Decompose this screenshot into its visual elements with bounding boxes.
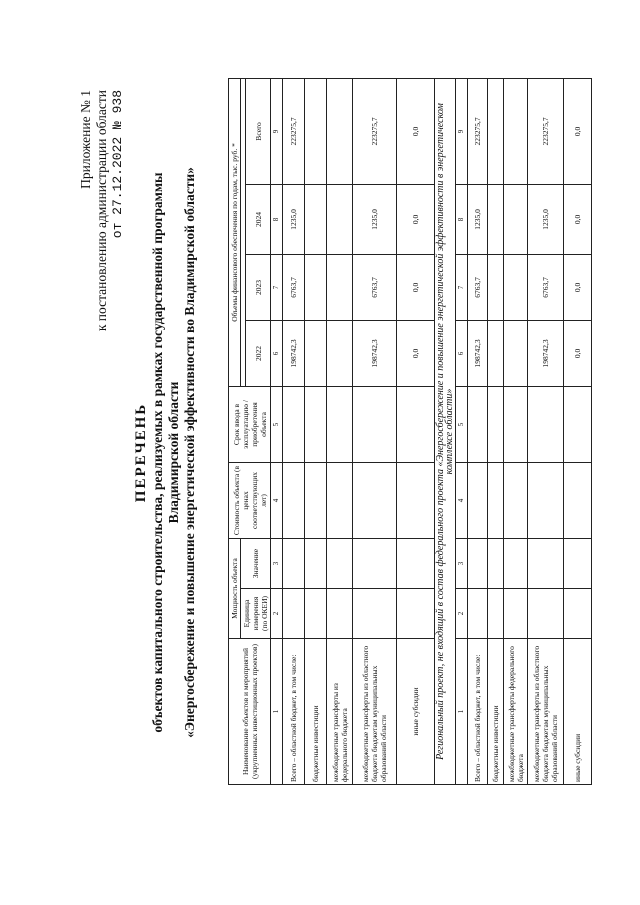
appendix-date: от 27.12.2022 № 938 [110, 90, 125, 239]
col-number: 4 [456, 462, 468, 538]
column-numbers-row [456, 78, 468, 784]
value-2024: 1235,0 [283, 184, 305, 254]
col-number: 3 [456, 538, 468, 588]
table-row [327, 78, 353, 784]
document-title-block [132, 0, 198, 905]
value-2022: 198742,3 [528, 320, 564, 386]
col-number: 1 [271, 639, 283, 785]
value-2023 [327, 254, 353, 320]
table-row [504, 78, 528, 784]
value-2023: 6763,7 [353, 254, 397, 320]
col-number: 7 [456, 254, 468, 320]
value-2024: 1235,0 [468, 184, 488, 254]
header-year-2024: 2024 [246, 184, 271, 254]
value-2023: 0,0 [397, 254, 435, 320]
value-2023 [488, 254, 504, 320]
value-total: 223275,7 [528, 78, 564, 184]
value-2024: 1235,0 [353, 184, 397, 254]
value-2024: 0,0 [564, 184, 592, 254]
header-commissioning: Срок ввода в эксплуатацию / приобретения объекта [229, 386, 271, 462]
value-2022 [488, 320, 504, 386]
header-year-2023: 2023 [246, 254, 271, 320]
value-2022: 198742,3 [468, 320, 488, 386]
row-label: межбюджетные трансферты федерального бюджета [504, 639, 528, 785]
value-total: 0,0 [564, 78, 592, 184]
row-label: иные субсидии [397, 639, 435, 785]
value-2022: 198742,3 [353, 320, 397, 386]
appendix-block [78, 90, 126, 331]
table-row [488, 78, 504, 784]
col-number: 6 [271, 320, 283, 386]
value-2024: 0,0 [397, 184, 435, 254]
title-line-2: Владимирской области [166, 381, 181, 524]
col-number: 3 [271, 538, 283, 588]
row-label: бюджетные инвестиции [305, 639, 327, 785]
value-total: 223275,7 [468, 78, 488, 184]
column-numbers-row [271, 78, 283, 784]
row-label: Всего – областной бюджет, в том числе: [283, 639, 305, 785]
row-label: Всего – областной бюджет, в том числе: [468, 639, 488, 785]
value-total: 223275,7 [283, 78, 305, 184]
table-row [305, 78, 327, 784]
col-number: 8 [456, 184, 468, 254]
row-label: межбюджетные трансферты из федерального бюджета [327, 639, 353, 785]
value-2024 [305, 184, 327, 254]
value-2022 [504, 320, 528, 386]
title-line-3: «Энергосбережение и повышение энергетической эффективности во Владимирской области» [182, 167, 197, 738]
row-label: иные субсидии [564, 639, 592, 785]
header-unit: Единица измерения (по ОКЕИ) [241, 589, 271, 639]
value-2022: 0,0 [564, 320, 592, 386]
header-cost: Стоимость объекта (в ценах соответствующих лет) [229, 462, 271, 538]
row-label: бюджетные инвестиции [488, 639, 504, 785]
table-row [397, 78, 435, 784]
value-2022 [305, 320, 327, 386]
table-row [283, 78, 305, 784]
col-number: 5 [271, 386, 283, 462]
col-number: 8 [271, 184, 283, 254]
col-number: 2 [456, 589, 468, 639]
header-funding: Объемы финансового обеспечения по годам, тыс. руб. * [229, 78, 241, 386]
header-total: Всего [246, 78, 271, 184]
col-number: 1 [456, 639, 468, 785]
value-total [327, 78, 353, 184]
table-row [528, 78, 564, 784]
col-number: 9 [271, 78, 283, 184]
value-2023: 6763,7 [528, 254, 564, 320]
appendix-number: Приложение № 1 [78, 90, 93, 189]
row-label: межбюджетные трансферты из областного бюджета бюджетам муниципальных образований области [528, 639, 564, 785]
header-name: Наименование объектов и мероприятий (укрупненных инвестиционных проектов) [229, 639, 271, 785]
value-total: 0,0 [397, 78, 435, 184]
value-2023: 6763,7 [468, 254, 488, 320]
col-number: 9 [456, 78, 468, 184]
value-2023: 6763,7 [283, 254, 305, 320]
col-number: 2 [271, 589, 283, 639]
table-row [468, 78, 488, 784]
value-2023 [305, 254, 327, 320]
value-2023 [504, 254, 528, 320]
title-line-1: объектов капитального строительства, реализуемых в рамках государственной программы [150, 172, 165, 733]
header-value: Значение [241, 538, 271, 588]
value-2022 [327, 320, 353, 386]
value-2024 [488, 184, 504, 254]
appendix-reference: к постановлению администрации области [94, 90, 109, 332]
table-row [353, 78, 397, 784]
value-2022: 0,0 [397, 320, 435, 386]
value-total [504, 78, 528, 184]
value-total [305, 78, 327, 184]
row-label: межбюджетные трансферты из областного бюджета бюджетам муниципальных образований области [353, 639, 397, 785]
col-number: 6 [456, 320, 468, 386]
header-year-2022: 2022 [246, 320, 271, 386]
table-row [564, 78, 592, 784]
section-title: Региональный проект, не входящий в состав федерального проекта «Энергосбережение и повышение энергетической эффективности в энергетическом комплексе области» [435, 78, 456, 784]
col-number: 4 [271, 462, 283, 538]
header-capacity: Мощность объекта [229, 538, 241, 638]
col-number: 5 [456, 386, 468, 462]
value-2022: 198742,3 [283, 320, 305, 386]
capital-objects-table [228, 78, 592, 785]
value-2023: 0,0 [564, 254, 592, 320]
value-total [488, 78, 504, 184]
document-heading: ПЕРЕЧЕНЬ [133, 402, 149, 503]
col-number: 7 [271, 254, 283, 320]
value-2024 [504, 184, 528, 254]
value-total: 223275,7 [353, 78, 397, 184]
value-2024: 1235,0 [528, 184, 564, 254]
value-2024 [327, 184, 353, 254]
section-row [435, 78, 456, 784]
